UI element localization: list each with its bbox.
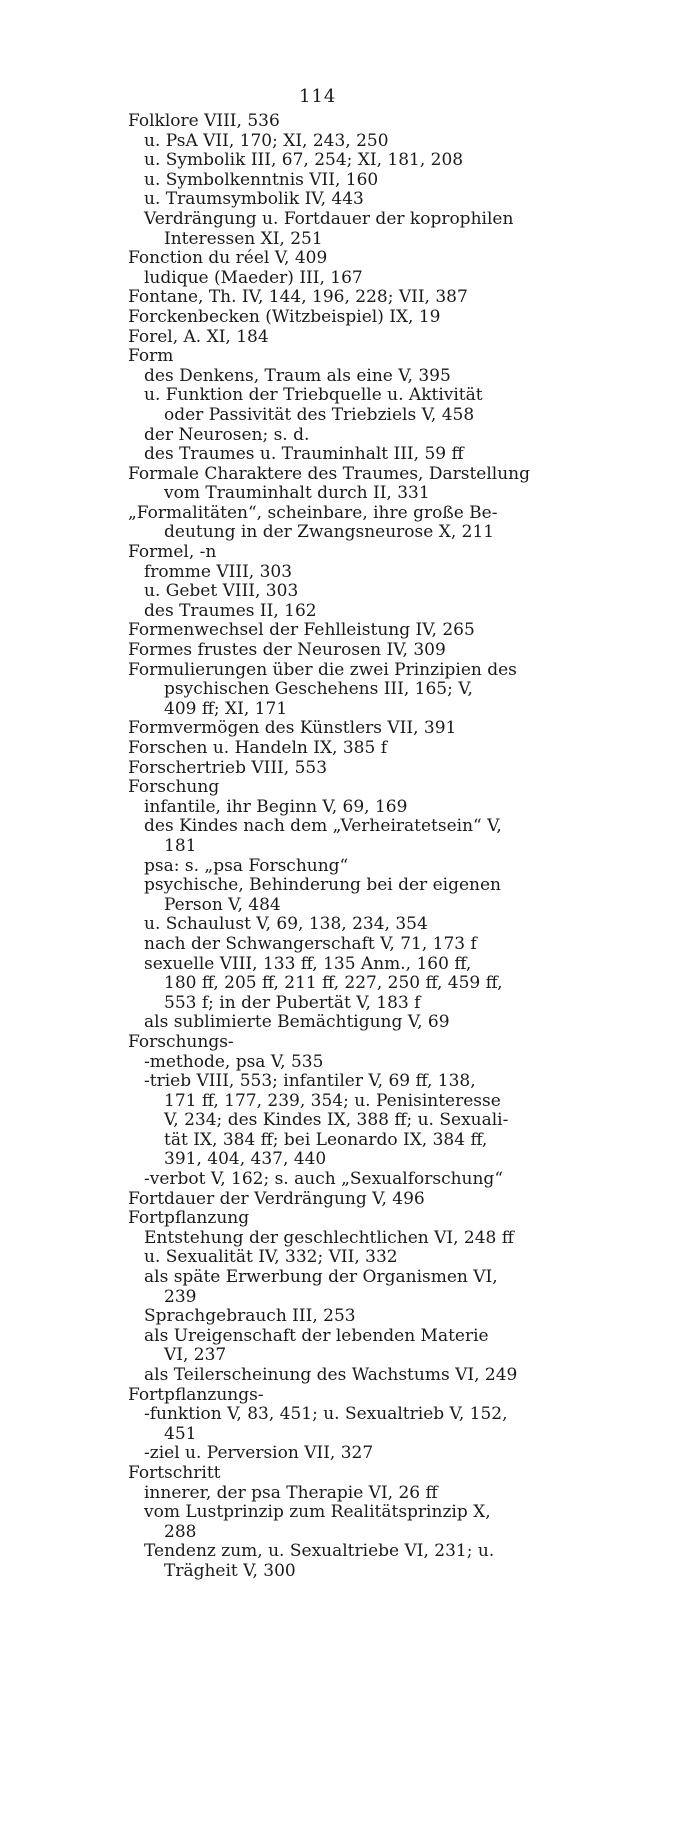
index-subentry: psychische, Behinderung bei der eigenen — [144, 875, 501, 896]
index-subentry: sexuelle VIII, 133 ff, 135 Anm., 160 ff, — [144, 953, 472, 974]
index-subentry: 171 ff, 177, 239, 354; u. Penisinteresse — [164, 1090, 501, 1111]
index-subentry: deutung in der Zwangsneurose X, 211 — [164, 522, 495, 543]
index-subentry: 409 ff; XI, 171 — [164, 698, 288, 719]
index-entry: Fortdauer der Verdrängung V, 496 — [128, 1188, 425, 1209]
index-entries — [128, 112, 568, 1582]
index-subentry: Person V, 484 — [164, 894, 281, 915]
index-entry: Forschen u. Handeln IX, 385 f — [128, 738, 388, 758]
index-subentry: 288 — [164, 1521, 197, 1542]
index-subentry: psa: s. „psa Forschung“ — [144, 855, 349, 876]
index-entry: Forckenbecken (Witzbeispiel) IX, 19 — [128, 306, 441, 327]
index-subentry: -trieb VIII, 553; infantiler V, 69 ff, 138, — [144, 1071, 476, 1092]
index-subentry: u. PsA VII, 170; XI, 243, 250 — [144, 130, 389, 151]
index-subentry: oder Passivität des Triebziels V, 458 — [164, 404, 475, 425]
index-entry: Form — [128, 346, 174, 367]
index-subentry: nach der Schwangerschaft V, 71, 173 f — [144, 933, 477, 954]
index-entry: „Formalitäten“, scheinbare, ihre große Be- — [128, 502, 498, 523]
index-subentry: V, 234; des Kindes IX, 388 ff; u. Sexuali- — [164, 1110, 509, 1131]
index-subentry: innerer, der psa Therapie VI, 26 ff — [144, 1482, 438, 1503]
index-entry: Folklore VIII, 536 — [128, 111, 280, 131]
index-subentry: Tendenz zum, u. Sexualtriebe VI, 231; u. — [144, 1541, 495, 1562]
index-subentry: u. Funktion der Triebquelle u. Aktivität — [144, 385, 483, 406]
index-subentry: tät IX, 384 ff; bei Leonardo IX, 384 ff, — [164, 1129, 488, 1150]
index-entry: Fonction du réel V, 409 — [128, 248, 328, 269]
index-subentry: als sublimierte Bemächtigung V, 69 — [144, 1012, 450, 1033]
index-subentry: -funktion V, 83, 451; u. Sexualtrieb V, 152, — [144, 1404, 508, 1425]
index-subentry: Trägheit V, 300 — [164, 1560, 296, 1581]
index-subentry: 239 — [164, 1286, 197, 1307]
index-subentry: infantile, ihr Beginn V, 69, 169 — [144, 796, 408, 817]
index-entry: Formenwechsel der Fehlleistung IV, 265 — [128, 620, 475, 641]
index-subentry: des Kindes nach dem „Verheiratetsein“ V, — [144, 816, 502, 837]
index-subentry: u. Schaulust V, 69, 138, 234, 354 — [144, 914, 428, 935]
index-entry: Forschertrieb VIII, 553 — [128, 757, 328, 778]
page-number: 114 — [299, 86, 337, 107]
index-subentry: -methode, psa V, 535 — [144, 1051, 324, 1072]
index-subentry: Sprachgebrauch III, 253 — [144, 1306, 356, 1327]
index-entry: Formvermögen des Künstlers VII, 391 — [128, 718, 457, 739]
index-entry: Forel, A. XI, 184 — [128, 326, 269, 347]
index-subentry: als späte Erwerbung der Organismen VI, — [144, 1267, 498, 1288]
index-entry: Formulierungen über die zwei Prinzipien des — [128, 659, 517, 680]
index-subentry: 181 — [164, 835, 197, 856]
index-entry: Fontane, Th. IV, 144, 196, 228; VII, 387 — [128, 287, 468, 308]
index-entry: Formel, -n — [128, 542, 217, 563]
index-subentry: Interessen XI, 251 — [164, 228, 323, 249]
index-subentry: des Traumes u. Trauminhalt III, 59 ff — [144, 444, 464, 465]
index-entry: Forschungs- — [128, 1031, 234, 1052]
index-subentry: VI, 237 — [164, 1345, 227, 1366]
index-entry: Fortschritt — [128, 1462, 221, 1483]
index-subentry: -ziel u. Perversion VII, 327 — [144, 1443, 374, 1464]
index-subentry: u. Traumsymbolik IV, 443 — [144, 189, 364, 210]
index-subentry: als Teilerscheinung des Wachstums VI, 249 — [144, 1365, 518, 1385]
index-subentry: vom Lustprinzip zum Realitätsprinzip X, — [144, 1502, 491, 1523]
index-subentry: 451 — [164, 1423, 197, 1444]
index-entry: Fortpflanzungs- — [128, 1384, 264, 1405]
index-subentry: -verbot V, 162; s. auch „Sexualforschung“ — [144, 1169, 504, 1190]
index-subentry: des Traumes II, 162 — [144, 600, 317, 621]
index-subentry: der Neurosen; s. d. — [144, 424, 310, 445]
index-subentry: u. Gebet VIII, 303 — [144, 581, 299, 602]
index-subentry: fromme VIII, 303 — [144, 561, 293, 582]
index-subentry: psychischen Geschehens III, 165; V, — [164, 679, 473, 700]
index-subentry: 180 ff, 205 ff, 211 ff, 227, 250 ff, 459 ff, — [164, 973, 503, 994]
index-subentry: vom Trauminhalt durch II, 331 — [164, 483, 430, 504]
index-subentry: u. Symbolik III, 67, 254; XI, 181, 208 — [144, 150, 464, 171]
index-entry: Formale Charaktere des Traumes, Darstellung — [128, 463, 531, 484]
index-entry: Formes frustes der Neurosen IV, 309 — [128, 640, 446, 661]
index-entry: Fortpflanzung — [128, 1208, 250, 1229]
index-subentry: 391, 404, 437, 440 — [164, 1149, 327, 1170]
index-subentry: 553 f; in der Pubertät V, 183 f — [164, 992, 421, 1013]
index-subentry: Entstehung der geschlechtlichen VI, 248 ff — [144, 1227, 514, 1248]
index-subentry: u. Symbolkenntnis VII, 160 — [144, 169, 379, 190]
index-entry: Forschung — [128, 777, 220, 798]
index-subentry: als Ureigenschaft der lebenden Materie — [144, 1325, 489, 1346]
index-subentry: u. Sexualität IV, 332; VII, 332 — [144, 1247, 398, 1268]
index-subentry: ludique (Maeder) III, 167 — [144, 267, 363, 288]
index-subentry: des Denkens, Traum als eine V, 395 — [144, 365, 451, 386]
index-subentry: Verdrängung u. Fortdauer der koprophilen — [144, 208, 514, 229]
